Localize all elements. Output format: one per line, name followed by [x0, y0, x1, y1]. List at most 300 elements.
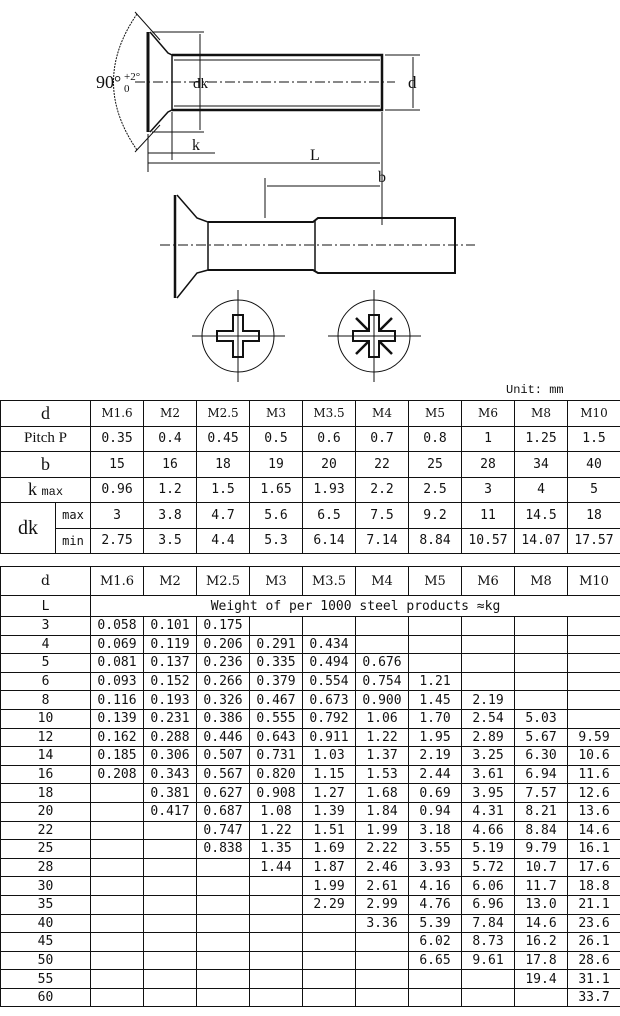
weight-cell [91, 802, 144, 821]
table-row [1, 802, 620, 821]
weight-cell: 1.84 [356, 802, 409, 821]
weight-cell [144, 933, 197, 952]
weight-cell [197, 895, 250, 914]
weight-cell: 9.59 [568, 728, 620, 747]
value-cell: 1.25 [515, 426, 568, 452]
table-row [1, 988, 620, 1007]
weight-cell: 0.467 [250, 691, 303, 710]
value-cell: 11 [462, 503, 515, 529]
weight-cell: 3.95 [462, 784, 515, 803]
weight-cell [356, 617, 409, 636]
value-cell: 1.5 [197, 477, 250, 503]
value-cell: 6.14 [303, 528, 356, 554]
weight-cell: 7.57 [515, 784, 568, 803]
weight-cell [91, 895, 144, 914]
weight-cell [462, 988, 515, 1007]
weight-cell: 6.65 [409, 951, 462, 970]
size-cell: M4 [356, 567, 409, 596]
value-cell: 9.2 [409, 503, 462, 529]
weight-cell: 1.22 [250, 821, 303, 840]
weight-cell: 5.39 [409, 914, 462, 933]
length-cell: 18 [1, 784, 91, 803]
size-cell: M5 [409, 401, 462, 427]
length-cell: 25 [1, 840, 91, 859]
value-cell: 2.5 [409, 477, 462, 503]
weight-cell: 1.35 [250, 840, 303, 859]
weight-cell: 0.185 [91, 747, 144, 766]
weight-cell: 0.908 [250, 784, 303, 803]
table-row [1, 747, 620, 766]
weight-cell: 0.446 [197, 728, 250, 747]
weight-cell [515, 635, 568, 654]
weight-cell: 1.39 [303, 802, 356, 821]
table-row [1, 895, 620, 914]
value-cell: 16 [144, 452, 197, 478]
value-cell: 0.5 [250, 426, 303, 452]
k-max-row [1, 477, 620, 503]
weight-cell [462, 635, 515, 654]
weight-rows [1, 617, 620, 1007]
weight-cell: 0.434 [303, 635, 356, 654]
size-cell: M1.6 [91, 401, 144, 427]
svg-text:L: L [310, 147, 320, 164]
value-cell: 28 [462, 452, 515, 478]
weight-cell: 0.754 [356, 672, 409, 691]
weight-cell [250, 914, 303, 933]
weight-cell: 3.18 [409, 821, 462, 840]
weight-cell [303, 914, 356, 933]
weight-cell: 6.94 [515, 765, 568, 784]
weight-cell: 10.6 [568, 747, 620, 766]
weight-cell [144, 821, 197, 840]
weight-cell: 1.08 [250, 802, 303, 821]
weight-cell [91, 821, 144, 840]
pitch-row [1, 426, 620, 452]
weight-cell [91, 784, 144, 803]
weight-cell [144, 914, 197, 933]
length-cell: 6 [1, 672, 91, 691]
weight-cell [568, 672, 620, 691]
weight-cell: 1.22 [356, 728, 409, 747]
value-cell: 3 [91, 503, 144, 529]
angle-label: 90° [96, 72, 122, 92]
weight-cell: 12.6 [568, 784, 620, 803]
weight-cell: 1.44 [250, 858, 303, 877]
weight-cell: 6.30 [515, 747, 568, 766]
size-cell: M2.5 [197, 401, 250, 427]
weight-cell [91, 858, 144, 877]
weight-cell [515, 672, 568, 691]
length-cell: 45 [1, 933, 91, 952]
weight-cell: 2.54 [462, 709, 515, 728]
weight-cell: 0.208 [91, 765, 144, 784]
weight-cell [91, 914, 144, 933]
weight-cell: 1.21 [409, 672, 462, 691]
weight-cell: 0.381 [144, 784, 197, 803]
weight-cell: 7.84 [462, 914, 515, 933]
weight-cell [356, 988, 409, 1007]
weight-cell [144, 988, 197, 1007]
pitch-label: Pitch P [1, 426, 91, 452]
weight-cell: 1.53 [356, 765, 409, 784]
weight-cell: 1.45 [409, 691, 462, 710]
weight-cell: 0.193 [144, 691, 197, 710]
weight-cell: 1.70 [409, 709, 462, 728]
table-row [1, 672, 620, 691]
d-label: d [1, 401, 91, 427]
weight-cell [91, 988, 144, 1007]
weight-cell: 1.03 [303, 747, 356, 766]
table-row [1, 709, 620, 728]
weight-cell: 4.31 [462, 802, 515, 821]
weight-cell [197, 970, 250, 989]
weight-cell [462, 672, 515, 691]
weight-cell: 2.61 [356, 877, 409, 896]
length-cell: 4 [1, 635, 91, 654]
value-cell: 0.7 [356, 426, 409, 452]
weight-cell: 21.1 [568, 895, 620, 914]
table-row [1, 765, 620, 784]
weight-cell [568, 635, 620, 654]
weight-cell: 0.507 [197, 747, 250, 766]
weight-cell: 0.343 [144, 765, 197, 784]
value-cell: 5.6 [250, 503, 303, 529]
weight-cell: 28.6 [568, 951, 620, 970]
value-cell: 5.3 [250, 528, 303, 554]
length-cell: 40 [1, 914, 91, 933]
L-label: L [1, 596, 91, 617]
svg-text:dk: dk [193, 76, 208, 92]
length-cell: 35 [1, 895, 91, 914]
weight-cell: 9.79 [515, 840, 568, 859]
weight-cell [568, 709, 620, 728]
weight-cell [568, 691, 620, 710]
weight-cell: 2.19 [409, 747, 462, 766]
weight-cell: 0.288 [144, 728, 197, 747]
svg-text:b: b [378, 169, 386, 186]
length-cell: 55 [1, 970, 91, 989]
weight-cell [197, 877, 250, 896]
weight-cell [409, 617, 462, 636]
weight-cell: 6.06 [462, 877, 515, 896]
weight-cell: 3.25 [462, 747, 515, 766]
weight-cell [356, 970, 409, 989]
weight-cell [197, 988, 250, 1007]
weight-cell: 1.37 [356, 747, 409, 766]
table-row [1, 654, 620, 673]
dk-max-row [1, 503, 620, 529]
weight-cell [409, 635, 462, 654]
weight-cell: 0.792 [303, 709, 356, 728]
length-cell: 28 [1, 858, 91, 877]
weight-cell [409, 988, 462, 1007]
size-cell: M3.5 [303, 567, 356, 596]
size-cell: M10 [568, 401, 620, 427]
table-row [1, 691, 620, 710]
weight-cell: 0.236 [197, 654, 250, 673]
weight-cell: 1.15 [303, 765, 356, 784]
weight-cell [250, 951, 303, 970]
weight-cell [462, 970, 515, 989]
value-cell: 18 [568, 503, 620, 529]
weight-cell: 0.069 [91, 635, 144, 654]
size-cell: M8 [515, 567, 568, 596]
weight-cell [144, 970, 197, 989]
weight-cell [144, 877, 197, 896]
weight-cell: 11.7 [515, 877, 568, 896]
table-row [1, 728, 620, 747]
weight-cell: 13.6 [568, 802, 620, 821]
value-cell: 1 [462, 426, 515, 452]
value-cell: 2.2 [356, 477, 409, 503]
length-cell: 60 [1, 988, 91, 1007]
length-cell: 14 [1, 747, 91, 766]
weight-cell: 0.306 [144, 747, 197, 766]
value-cell: 18 [197, 452, 250, 478]
value-cell: 0.8 [409, 426, 462, 452]
weight-cell: 0.081 [91, 654, 144, 673]
value-cell: 17.57 [568, 528, 620, 554]
weight-cell: 5.03 [515, 709, 568, 728]
weight-cell [515, 691, 568, 710]
screw-technical-drawing [0, 0, 620, 390]
weight-cell: 0.175 [197, 617, 250, 636]
table-row [1, 821, 620, 840]
value-cell: 3.5 [144, 528, 197, 554]
value-cell: 0.6 [303, 426, 356, 452]
weight-cell [250, 877, 303, 896]
weight-cell [356, 635, 409, 654]
weight-cell [356, 951, 409, 970]
table-row [1, 840, 620, 859]
weight-cell [197, 933, 250, 952]
table-row [1, 784, 620, 803]
svg-text:k: k [192, 137, 200, 154]
weight-cell: 0.627 [197, 784, 250, 803]
weight-cell [462, 617, 515, 636]
weight-cell [144, 895, 197, 914]
value-cell: 0.4 [144, 426, 197, 452]
pozidriv-recess-icon [328, 290, 421, 382]
weight-cell [91, 877, 144, 896]
size-cell: M3 [250, 401, 303, 427]
size-cell: M2 [144, 567, 197, 596]
weight-cell [144, 951, 197, 970]
weight-cell: 14.6 [568, 821, 620, 840]
weight-cell: 0.326 [197, 691, 250, 710]
weight-cell: 0.137 [144, 654, 197, 673]
table-row [1, 933, 620, 952]
weight-cell: 26.1 [568, 933, 620, 952]
weight-cell: 0.554 [303, 672, 356, 691]
value-cell: 34 [515, 452, 568, 478]
value-cell: 6.5 [303, 503, 356, 529]
size-header-row [1, 567, 620, 596]
svg-text:+2°: +2° [124, 71, 141, 83]
value-cell: 22 [356, 452, 409, 478]
weight-cell: 0.900 [356, 691, 409, 710]
size-cell: M5 [409, 567, 462, 596]
weight-cell: 17.6 [568, 858, 620, 877]
weight-cell: 0.162 [91, 728, 144, 747]
weight-cell: 0.291 [250, 635, 303, 654]
weight-cell: 0.838 [197, 840, 250, 859]
unit-label: Unit: mm [506, 383, 564, 397]
weight-cell: 4.16 [409, 877, 462, 896]
weight-cell: 13.0 [515, 895, 568, 914]
weight-cell [303, 988, 356, 1007]
svg-text:d: d [408, 73, 417, 92]
value-cell: 40 [568, 452, 620, 478]
weight-cell: 6.02 [409, 933, 462, 952]
weight-cell: 0.643 [250, 728, 303, 747]
weight-cell [568, 617, 620, 636]
size-cell: M6 [462, 567, 515, 596]
weight-cell [515, 988, 568, 1007]
k-max-label: k max [1, 477, 91, 503]
weight-cell: 14.6 [515, 914, 568, 933]
dk-min-row [1, 528, 620, 554]
length-cell: 12 [1, 728, 91, 747]
length-cell: 16 [1, 765, 91, 784]
weight-cell: 1.68 [356, 784, 409, 803]
value-cell: 5 [568, 477, 620, 503]
d-label: d [1, 567, 91, 596]
phillips-recess-icon [192, 290, 285, 382]
weight-cell: 0.567 [197, 765, 250, 784]
size-cell: M3.5 [303, 401, 356, 427]
weight-cell [303, 933, 356, 952]
weight-cell: 0.139 [91, 709, 144, 728]
weight-cell [91, 970, 144, 989]
weight-cell: 2.89 [462, 728, 515, 747]
weight-cell: 2.22 [356, 840, 409, 859]
b-label: b [1, 452, 91, 478]
weight-cell: 1.06 [356, 709, 409, 728]
weight-cell: 2.19 [462, 691, 515, 710]
table-row [1, 877, 620, 896]
value-cell: 0.45 [197, 426, 250, 452]
value-cell: 8.84 [409, 528, 462, 554]
length-cell: 22 [1, 821, 91, 840]
weight-cell [515, 654, 568, 673]
weight-cell: 5.67 [515, 728, 568, 747]
screw-side-view [114, 12, 421, 225]
weight-cell: 5.19 [462, 840, 515, 859]
value-cell: 20 [303, 452, 356, 478]
weight-cell: 4.66 [462, 821, 515, 840]
weight-cell: 31.1 [568, 970, 620, 989]
weight-cell: 18.8 [568, 877, 620, 896]
table-row [1, 951, 620, 970]
weight-cell [91, 840, 144, 859]
weight-cell [144, 840, 197, 859]
size-cell: M2.5 [197, 567, 250, 596]
value-cell: 3.8 [144, 503, 197, 529]
weight-cell: 1.99 [303, 877, 356, 896]
weight-cell: 1.27 [303, 784, 356, 803]
value-cell: 15 [91, 452, 144, 478]
value-cell: 1.65 [250, 477, 303, 503]
weight-cell: 0.555 [250, 709, 303, 728]
weight-cell: 1.99 [356, 821, 409, 840]
weight-cell: 0.820 [250, 765, 303, 784]
weight-cell: 0.673 [303, 691, 356, 710]
weight-cell: 0.206 [197, 635, 250, 654]
size-cell: M4 [356, 401, 409, 427]
weight-cell: 23.6 [568, 914, 620, 933]
weight-caption: Weight of per 1000 steel products ≈kg [91, 596, 620, 617]
weight-table [0, 566, 620, 1007]
weight-cell: 0.731 [250, 747, 303, 766]
table-row [1, 858, 620, 877]
size-header-row [1, 401, 620, 427]
weight-cell: 0.94 [409, 802, 462, 821]
weight-cell: 2.44 [409, 765, 462, 784]
weight-cell [91, 933, 144, 952]
weight-cell [515, 617, 568, 636]
length-cell: 20 [1, 802, 91, 821]
weight-cell [144, 858, 197, 877]
weight-cell [462, 654, 515, 673]
weight-cell: 0.69 [409, 784, 462, 803]
dk-max-label: max [56, 503, 91, 529]
weight-cell: 0.335 [250, 654, 303, 673]
value-cell: 0.35 [91, 426, 144, 452]
value-cell: 1.5 [568, 426, 620, 452]
value-cell: 19 [250, 452, 303, 478]
value-cell: 10.57 [462, 528, 515, 554]
value-cell: 1.93 [303, 477, 356, 503]
size-cell: M10 [568, 567, 620, 596]
weight-cell [250, 933, 303, 952]
size-cell: M8 [515, 401, 568, 427]
weight-cell: 0.379 [250, 672, 303, 691]
weight-cell [303, 951, 356, 970]
weight-cell [91, 951, 144, 970]
size-cell: M2 [144, 401, 197, 427]
weight-cell [250, 617, 303, 636]
length-cell: 3 [1, 617, 91, 636]
weight-cell: 0.687 [197, 802, 250, 821]
value-cell: 7.14 [356, 528, 409, 554]
value-cell: 4.4 [197, 528, 250, 554]
weight-cell: 9.61 [462, 951, 515, 970]
weight-cell: 6.96 [462, 895, 515, 914]
length-cell: 8 [1, 691, 91, 710]
weight-cell: 3.55 [409, 840, 462, 859]
weight-cell: 8.84 [515, 821, 568, 840]
weight-cell [409, 970, 462, 989]
weight-cell: 19.4 [515, 970, 568, 989]
weight-cell: 0.231 [144, 709, 197, 728]
value-cell: 25 [409, 452, 462, 478]
svg-text:0: 0 [124, 83, 130, 95]
weight-cell: 0.417 [144, 802, 197, 821]
weight-cell: 16.1 [568, 840, 620, 859]
weight-cell [409, 654, 462, 673]
dimension-spec-table [0, 400, 620, 554]
caption-row [1, 596, 620, 617]
weight-cell [197, 858, 250, 877]
weight-cell: 2.46 [356, 858, 409, 877]
weight-cell [303, 617, 356, 636]
weight-cell: 0.676 [356, 654, 409, 673]
table-row [1, 617, 620, 636]
value-cell: 3 [462, 477, 515, 503]
value-cell: 4 [515, 477, 568, 503]
weight-cell: 3.36 [356, 914, 409, 933]
